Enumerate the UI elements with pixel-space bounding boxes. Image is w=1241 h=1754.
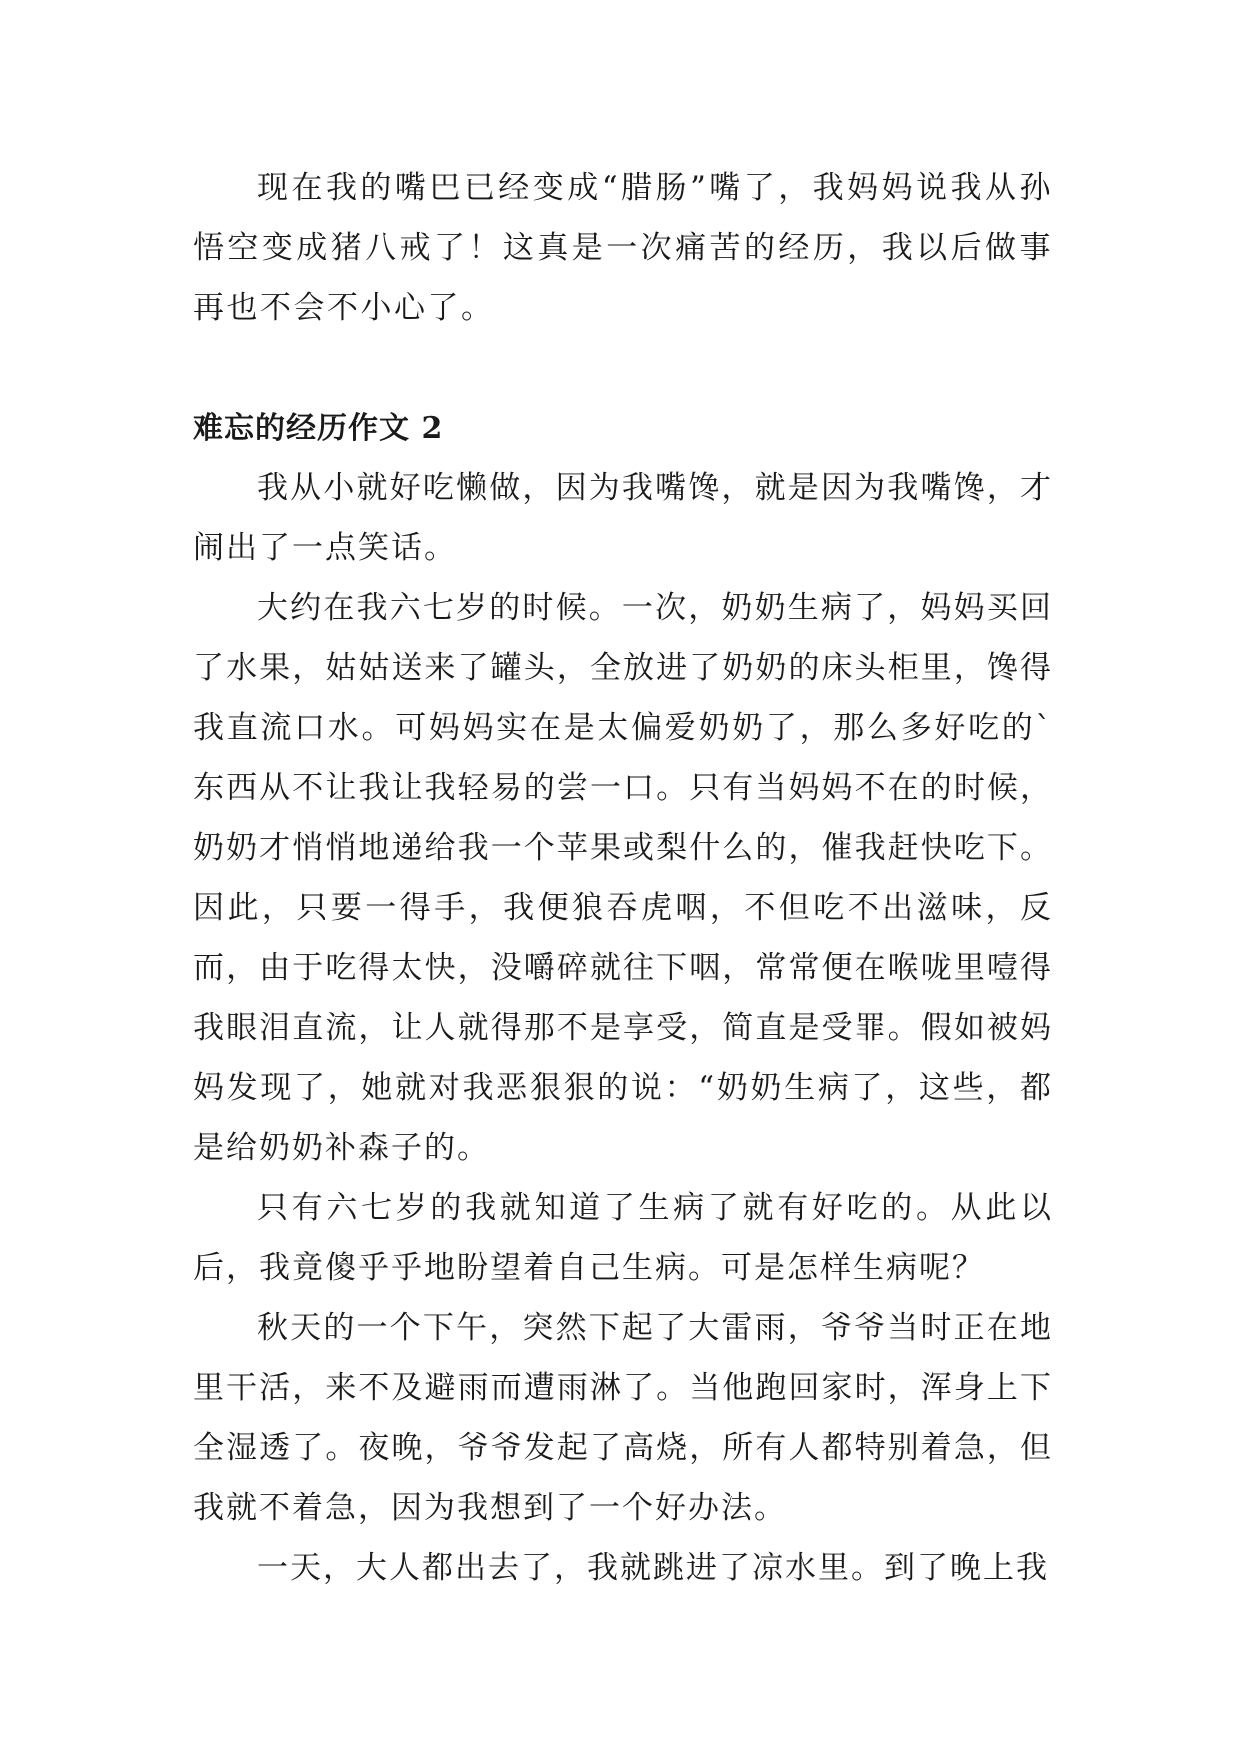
document-page xyxy=(193,158,1053,1598)
body-paragraph: 只有六七岁的我就知道了生病了就有好吃的。从此以后，我竟傻乎乎地盼望着自己生病。可是怎样生病呢？ xyxy=(193,1190,1053,1286)
section-title: 难忘的经历作文 2 xyxy=(193,411,444,446)
body-paragraph: 大约在我六七岁的时候。一次，奶奶生病了，妈妈买回了水果，姑姑送来了罐头，全放进了奶奶的床头柜里，馋得我直流口水。可妈妈实在是太偏爱奶奶了，那么多好吃的`东西从不让我让我轻易的尝一口。只有当妈妈不在的时候，奶奶才悄悄地递给我一个苹果或梨什么的，催我赶快吃下。因此，只要一得手，我便狼吞虎咽，不但吃不出滋味，反而，由于吃得太快，没嚼碎就往下咽，常常便在喉咙里噎得我眼泪直流，让人就得那不是享受，简直是受罪。假如被妈妈发现了，她就对我恶狠狠的说：“奶奶生病了，这些，都是给奶奶补森子的。 xyxy=(193,590,1053,1166)
intro-paragraph: 现在我的嘴巴已经变成“腊肠”嘴了，我妈妈说我从孙悟空变成猪八戒了！这真是一次痛苦的经历，我以后做事再也不会不小心了。 xyxy=(193,170,1053,326)
section-spacer xyxy=(193,338,1053,400)
body-paragraph: 一天，大人都出去了，我就跳进了凉水里。到了晚上我 xyxy=(257,1550,1049,1586)
body-paragraph: 我从小就好吃懒做，因为我嘴馋，就是因为我嘴馋，才闹出了一点笑话。 xyxy=(193,470,1053,566)
body-paragraph: 秋天的一个下午，突然下起了大雷雨，爷爷当时正在地里干活，来不及避雨而遭雨淋了。当他跑回家时，浑身上下全湿透了。夜晚，爷爷发起了高烧，所有人都特别着急，但我就不着急，因为我想到了一个好办法。 xyxy=(193,1310,1053,1526)
